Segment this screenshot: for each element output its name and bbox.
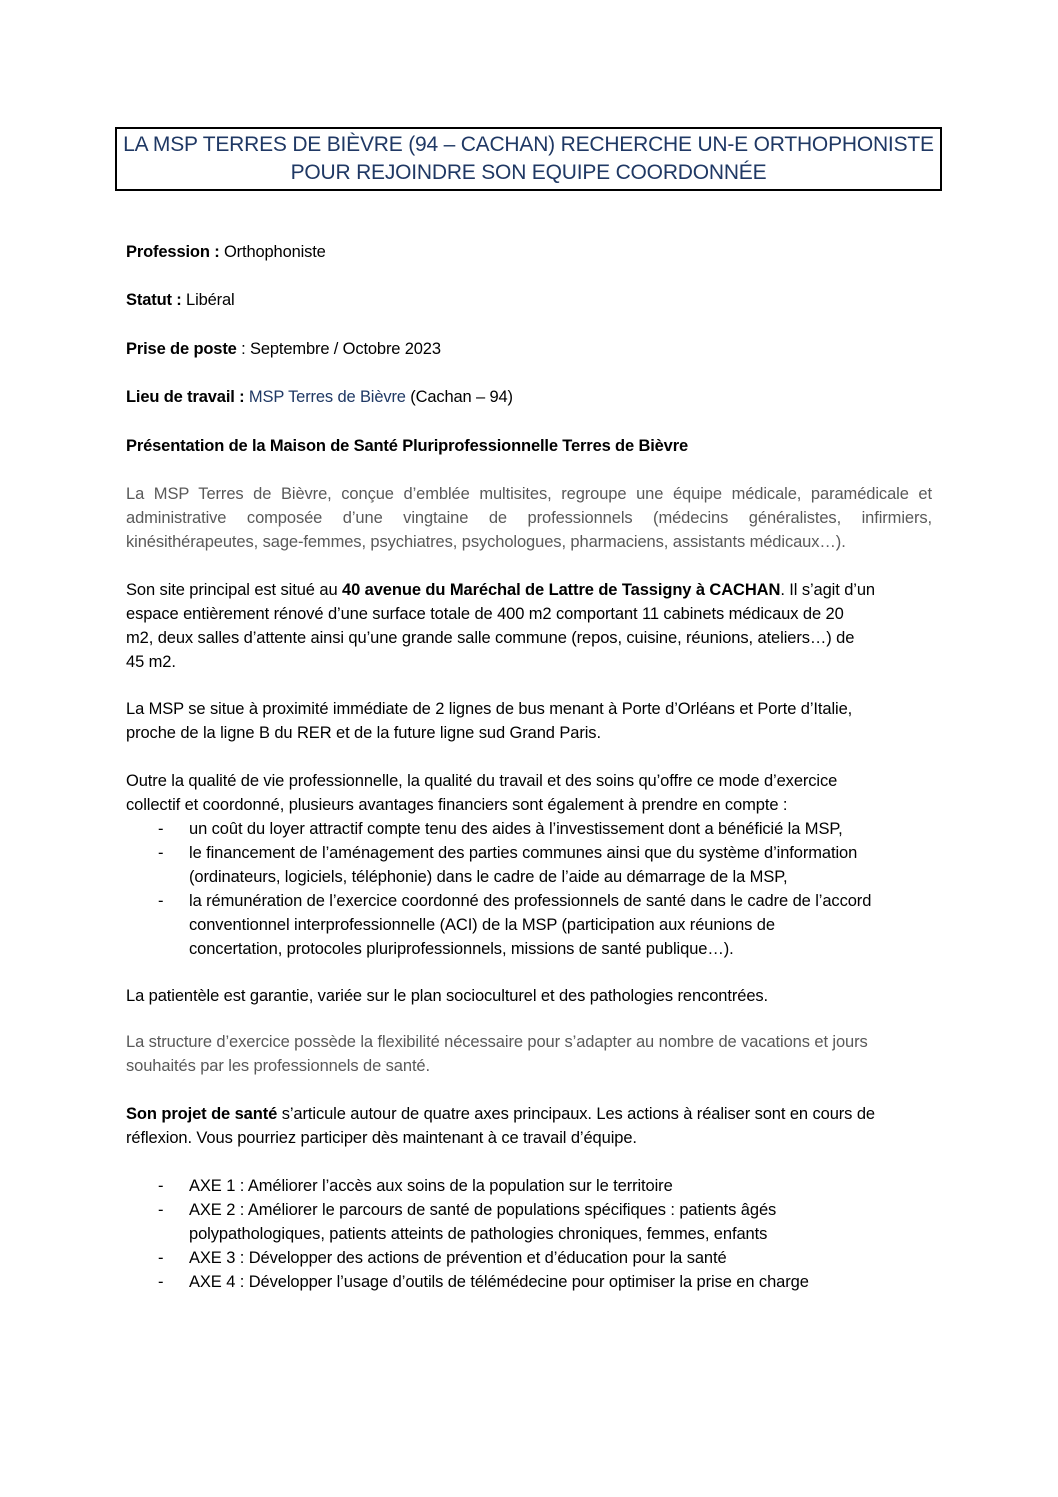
projet-line-1-rest: s’articule autour de quatre axes principaux. Les actions à réaliser sont en cours de xyxy=(277,1105,875,1123)
intro-paragraph: La MSP Terres de Bièvre, conçue d’emblée multisites, regroupe une équipe médicale, paramédicale et administrative composée d’une vingtaine de professionnels (médecins généralistes, infirmiers, kinésithérapeutes, sage-femmes, psychiatres, psychologues, pharmaciens, assistants médicaux…). xyxy=(126,485,932,551)
list-item xyxy=(126,841,932,889)
site-line-2: espace entièrement rénové d’une surface totale de 400 m2 comportant 11 cabinets médicaux de 20 xyxy=(126,605,844,623)
site-line-4: 45 m2. xyxy=(126,653,176,671)
advantage-1-line-1: - un coût du loyer attractif compte tenu des aides à l’investissement dont a bénéficié la MSP, xyxy=(189,820,843,838)
transport-paragraph xyxy=(126,697,932,745)
advantage-2-line-1: - le financement de l’aménagement des parties communes ainsi que du système d’information xyxy=(189,844,858,862)
prise-label: Prise de poste xyxy=(126,340,237,358)
field-profession xyxy=(126,243,326,262)
list-item xyxy=(126,889,932,961)
site-paragraph xyxy=(126,578,932,674)
site-line-1 xyxy=(126,578,932,602)
statut-label: Statut : xyxy=(126,291,182,309)
advantage-3-line-3: concertation, protocoles pluriprofessionnels, missions de santé publique…). xyxy=(189,940,734,958)
profession-value: Orthophoniste xyxy=(219,243,326,261)
advantages-list xyxy=(126,817,932,961)
axe-4-line-1: - AXE 4 : Développer l’usage d’outils de télémédecine pour optimiser la prise en charge xyxy=(189,1273,809,1291)
projet-paragraph xyxy=(126,1102,932,1150)
axes-list xyxy=(126,1174,932,1294)
axe-2-line-1: - AXE 2 : Améliorer le parcours de santé de populations spécifiques : patients âgés xyxy=(189,1201,777,1219)
list-item xyxy=(126,1198,932,1246)
transport-line-2: proche de la ligne B du RER et de la future ligne sud Grand Paris. xyxy=(126,724,601,742)
site-address: 40 avenue du Maréchal de Lattre de Tassigny à CACHAN xyxy=(342,581,781,599)
structure-paragraph xyxy=(126,1030,932,1078)
profession-label: Profession : xyxy=(126,243,220,261)
lieu-value: (Cachan – 94) xyxy=(405,388,513,406)
projet-line-1 xyxy=(126,1102,932,1126)
projet-bold: Son projet de santé xyxy=(126,1105,278,1123)
site-prefix: Son site principal est situé au xyxy=(126,581,343,599)
advantages-paragraph xyxy=(126,769,932,817)
lieu-label: Lieu de travail : xyxy=(126,388,245,406)
axe-3-line-1: - AXE 3 : Développer des actions de prévention et d’éducation pour la santé xyxy=(189,1249,727,1267)
axe-2-line-2: polypathologiques, patients atteints de pathologies chroniques, femmes, enfants xyxy=(189,1225,768,1243)
advantage-3-line-1: - la rémunération de l’exercice coordonné des professionnels de santé dans le cadre de l’accord xyxy=(189,892,872,910)
prise-value: : Septembre / Octobre 2023 xyxy=(236,340,441,358)
lieu-link[interactable]: MSP Terres de Bièvre xyxy=(244,388,406,406)
statut-value: Libéral xyxy=(181,291,235,309)
site-line-3: m2, deux salles d’attente ainsi qu’une grande salle commune (repos, cuisine, réunions, ateliers…) de xyxy=(126,629,855,647)
advantages-line-1: Outre la qualité de vie professionnelle, la qualité du travail et des soins qu’offre ce mode d’exercice xyxy=(126,772,838,790)
advantage-3-line-2: conventionnel interprofessionnelle (ACI) de la MSP (participation aux réunions de xyxy=(189,916,775,934)
list-item xyxy=(126,817,932,841)
field-statut xyxy=(126,291,235,310)
field-lieu-de-travail xyxy=(126,388,513,407)
list-item xyxy=(126,1246,932,1270)
advantages-line-2: collectif et coordonné, plusieurs avantages financiers sont également à prendre en compte : xyxy=(126,796,788,814)
axe-1-line-1: - AXE 1 : Améliorer l’accès aux soins de la population sur le territoire xyxy=(189,1177,673,1195)
title-line-1: LA MSP TERRES DE BIÈVRE (94 – CACHAN) RECHERCHE UN-E ORTHOPHONISTE xyxy=(123,133,934,156)
list-item xyxy=(126,1270,932,1294)
structure-line-2: souhaités par les professionnels de santé. xyxy=(126,1057,430,1075)
list-item xyxy=(126,1174,932,1198)
field-prise-de-poste xyxy=(126,340,441,359)
projet-line-2: réflexion. Vous pourriez participer dès maintenant à ce travail d’équipe. xyxy=(126,1129,637,1147)
patientele-paragraph xyxy=(126,984,932,1008)
advantage-2-line-2: (ordinateurs, logiciels, téléphonie) dans le cadre de l’aide au démarrage de la MSP, xyxy=(189,868,788,886)
site-line-1-rest: . Il s’agit d’un xyxy=(780,581,876,599)
title-line-2: POUR REJOINDRE SON EQUIPE COORDONNÉE xyxy=(290,161,767,184)
presentation-heading: Présentation de la Maison de Santé Pluriprofessionnelle Terres de Bièvre xyxy=(126,437,688,455)
patientele-line: La patientèle est garantie, variée sur le plan socioculturel et des pathologies rencontrées. xyxy=(126,987,769,1005)
title-box xyxy=(115,127,942,191)
transport-line-1: La MSP se situe à proximité immédiate de 2 lignes de bus menant à Porte d’Orléans et Porte d’Italie, xyxy=(126,700,853,718)
structure-line-1: La structure d’exercice possède la flexibilité nécessaire pour s’adapter au nombre de vacations et jours xyxy=(126,1033,868,1051)
